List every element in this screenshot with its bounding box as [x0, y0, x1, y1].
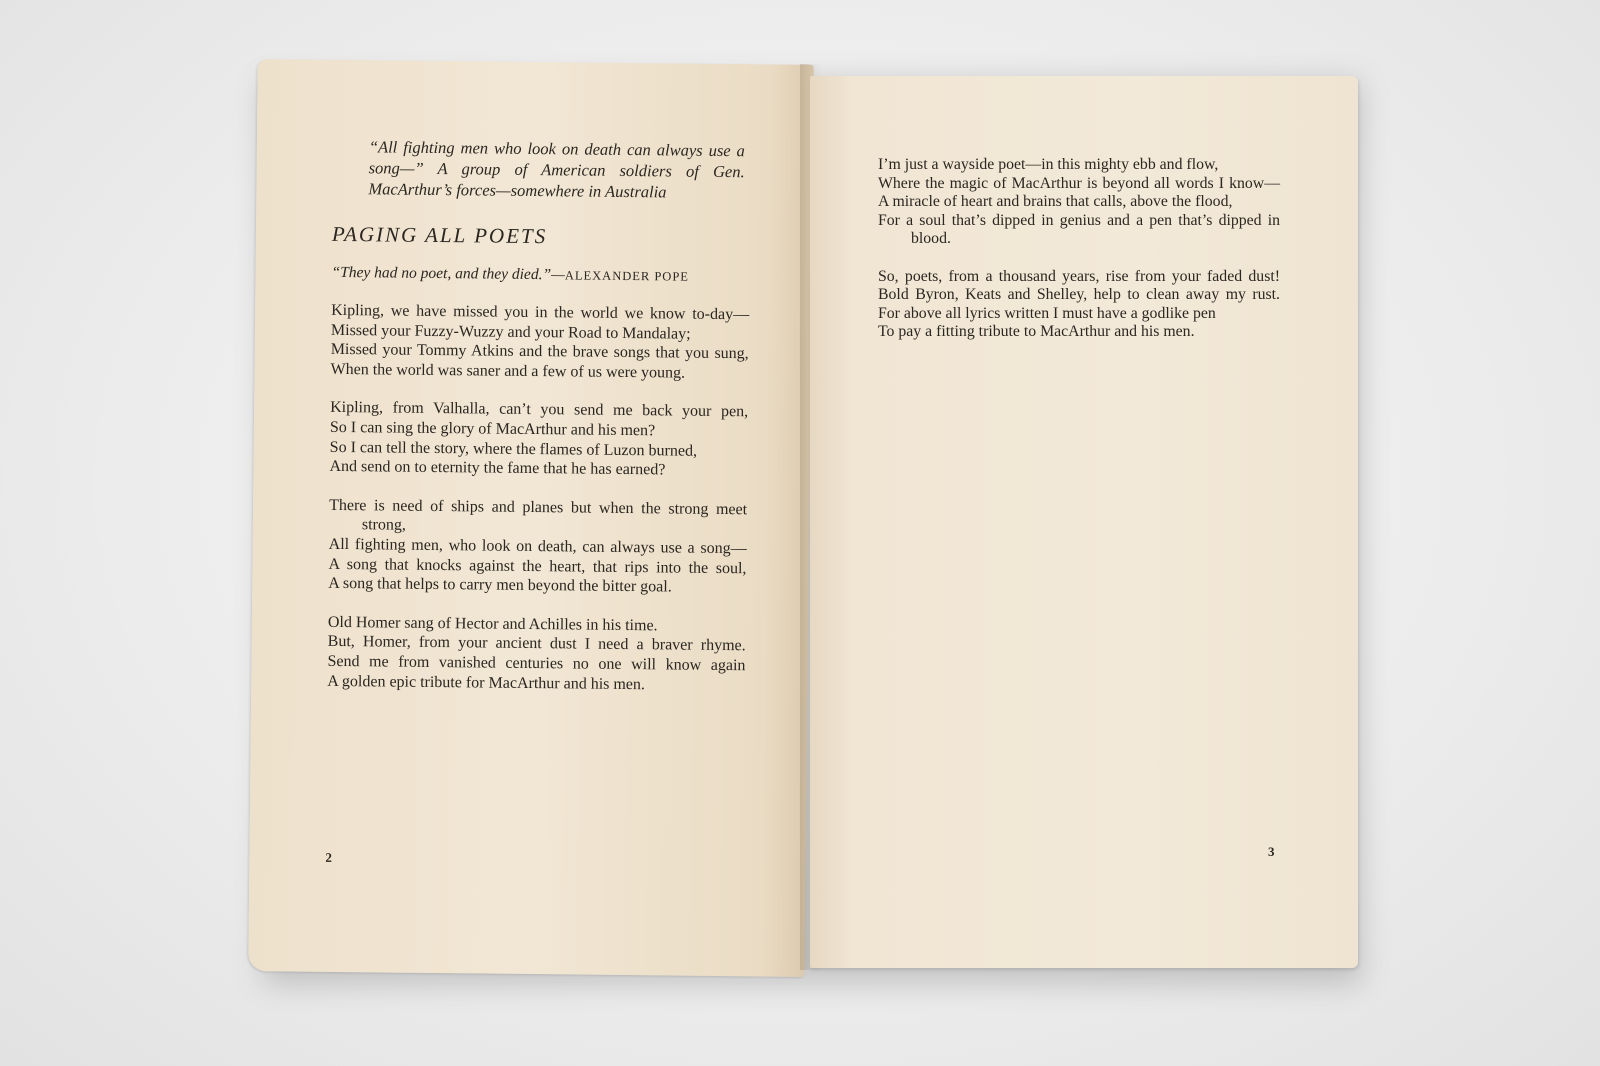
verse-line: But, Homer, from your ancient dust I need a braver rhyme.: [327, 633, 746, 655]
verse-line: Missed your Fuzzy-Wuzzy and your Road to Mandalay;: [330, 321, 691, 343]
verse-line: When the world was saner and a few of us were young.: [330, 360, 686, 382]
verse-line: To pay a fitting tribute to MacArthur and his men.: [878, 323, 1195, 340]
stanza: [329, 398, 748, 481]
poem-title: PAGING ALL POETS: [331, 221, 548, 249]
verse-line: So I can tell the story, where the flames of Luzon burned,: [329, 438, 698, 460]
verse-line: Kipling, we have missed you in the world we know to-day—: [331, 301, 750, 324]
verse-line: So I can sing the glory of MacArthur and his men?: [329, 418, 656, 440]
quote-author: ALEXANDER POPE: [564, 268, 690, 284]
verse-line: Bold Byron, Keats and Shelley, help to clean away my rust.: [878, 286, 1280, 303]
page-number: 3: [1268, 844, 1275, 859]
verse-line: A song that helps to carry men beyond the bitter goal.: [328, 575, 672, 596]
stanza: [327, 613, 746, 696]
verse-line: So, poets, from a thousand years, rise from your faded dust!: [878, 267, 1280, 285]
left-verses: [327, 301, 749, 714]
verse-line: A song that knocks against the heart, that rips into the soul,: [328, 555, 747, 577]
verse-line: I’m just a wayside poet—in this mighty ebb and flow,: [878, 156, 1219, 173]
left-page: [248, 59, 814, 977]
page-number: 2: [325, 849, 333, 865]
verse-line: For a soul that’s dipped in genius and a pen that’s dipped in blood.: [878, 211, 1280, 247]
verse-line: All fighting men, who look on death, can always use a song—: [328, 535, 747, 558]
stanza: [878, 268, 1280, 342]
verse-line: For above all lyrics written I must have a godlike pen: [878, 304, 1216, 322]
verse-line: A golden epic tribute for MacArthur and his men.: [327, 672, 646, 693]
right-verses: [878, 156, 1280, 361]
quote-text: “They had no poet, and they died.”—: [331, 263, 565, 284]
verse-line: There is need of ships and planes but when the strong meet strong,: [329, 496, 748, 535]
verse-line: Kipling, from Valhalla, can’t you send me back your pen,: [330, 399, 749, 421]
quote: [331, 264, 751, 286]
verse-line: Missed your Tommy Atkins and the brave songs that you sung,: [330, 341, 749, 363]
verse-line: And send on to eternity the fame that he has earned?: [329, 458, 666, 479]
verse-line: Where the magic of MacArthur is beyond all words I know—: [878, 174, 1280, 192]
verse-line: Send me from vanished centuries no one will know again: [327, 652, 746, 675]
stanza: [330, 301, 749, 384]
stanza: [878, 156, 1280, 249]
right-page: [810, 76, 1358, 968]
verse-line: A miracle of heart and brains that calls, above the flood,: [878, 193, 1233, 210]
stanza: [328, 496, 747, 598]
epigraph: “All fighting men who look on death can always use a song—” A group of American soldiers of Gen. MacArthur’s forces—somewhere in Australia: [368, 137, 745, 202]
verse-line: Old Homer sang of Hector and Achilles in his time.: [327, 613, 658, 635]
